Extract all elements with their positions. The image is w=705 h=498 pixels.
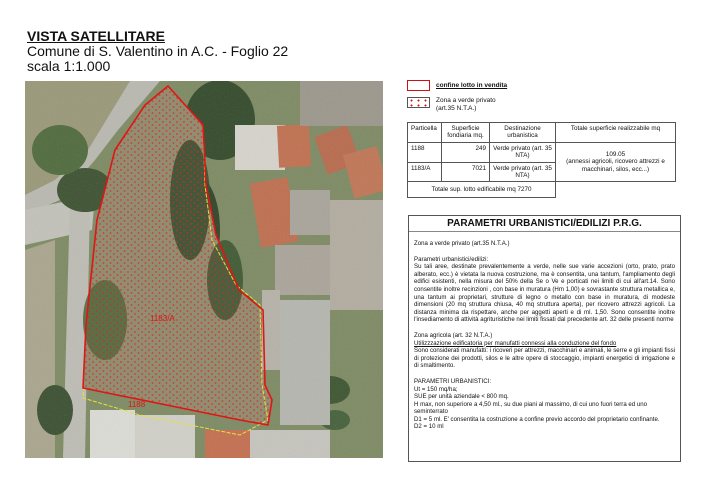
table-row: 1188 249 Verde privato (art. 35 NTA) 109.05 (annessi agricoli, ricovero attrezzi e macchinari, silos, ecc...) [408, 142, 676, 162]
table-row: 1183/A 7021 Verde privato (art. 35 NTA) [408, 162, 676, 182]
table-header-row [408, 123, 676, 143]
title-block [27, 29, 288, 74]
page-title: VISTA SATELLITARE [27, 28, 165, 44]
header-destinazione: Destinazione urbanistica [490, 123, 556, 143]
satellite-map [25, 81, 383, 458]
legend-item-zona-verde: Zona a verde privato (art.35 N.T.A.) [407, 97, 507, 112]
parametri-body [409, 232, 680, 431]
satellite-map-image [25, 81, 383, 458]
param-sue: SUE per unità aziendale < 800 mq. [414, 393, 509, 401]
manufatti-text: Sono considerati manufatti: i ricoveri per attrezzi, macchinari e animali, le serre e gli impianti fissi di protezione dei prodotti, silos e le altre opere di stoccaggio, impianti energetici di irrigazione e di smaltimento. [414, 347, 675, 370]
page-subtitle: Comune di S. Valentino in A.C. - Foglio 22 [27, 43, 289, 59]
utilizzazione-heading: Utilizzzazione edificatoria per manufatti connessi alla conduzione del fondo [414, 339, 617, 347]
legend-item-confine: confine lotto in vendita [407, 80, 507, 91]
zona-verde-heading: Zona a verde privato (art.35 N.T.A.) [414, 240, 510, 247]
map-legend [407, 80, 507, 118]
parametri-box [408, 215, 681, 462]
zona-agricola-heading: Zona agricola (art. 32 N.T.A.) [414, 331, 493, 339]
particelle-table [407, 122, 676, 198]
totale-lotto: Totale sup. lotto edificabile mq 7270 [408, 182, 556, 198]
param-d2: D2 = 10 ml [414, 423, 444, 431]
lot-label-1183a: 1183/A [150, 314, 175, 323]
header-totale: Totale superficie realizzabile mq [556, 123, 676, 143]
lot-label-1188: 1188 [128, 400, 146, 409]
param-hmax: H max, non superiore a 4,50 ml., su due piani al massimo, di cui uno fuori terra ed uno seminterrato [414, 400, 648, 416]
table-footer-row [408, 182, 676, 198]
totale-cell: 109.05 (annessi agricoli, ricovero attrezzi e macchinari, silos, ecc...) [556, 142, 676, 182]
header-superficie: Superficie fondiaria mq. [442, 123, 490, 143]
parametri-title: PARAMETRI URBANISTICI/EDILIZI P.R.G. [409, 216, 680, 232]
param-text: Su tali aree, destinate prevalentemente a verde, nelle sue varie accezioni (orto, prato, prato alberato, ecc.) è vietata la nuova costruzione, ma è consentita, una tantum, l'ampliamento degli edifici esistenti, nella misura del 50% della Se o Ve e porticati nei limiti di cui all'art.14. Sono consentite inoltre recinzioni , con base in muratura (Hm 1,00) e sovrastante struttura metallica e, una tantum ai proprietari, strutture di legno o metallo con base in muratura, di modeste dimensioni (20 mq struttura chiusa, 40 mq struttura aperta), per ricovero attrezzi agricoli. La distanza minima da rispettare, anche per aggetti aperti e di ml. 1,50. Sono consentite inoltre l'insediamento di attività agrituristiche nei limiti fissati dal precedente art. 32 delle presenti norme [414, 263, 675, 324]
scale-label: scala 1:1.000 [27, 58, 111, 74]
red-dot-hatch-icon [407, 97, 430, 108]
red-outline-icon [407, 80, 430, 91]
header-particella: Particella [408, 123, 442, 143]
param-heading: Parametri urbanistici/edilizi: [414, 255, 489, 263]
param-d1: D1 = 5 ml. E' consentita la costruzione a confine previo accordo del proprietario confinante. [414, 415, 660, 423]
param-ut: Ut = 150 mq/ha; [414, 385, 458, 393]
param-urb-heading: PARAMETRI URBANISTICI: [414, 377, 492, 385]
